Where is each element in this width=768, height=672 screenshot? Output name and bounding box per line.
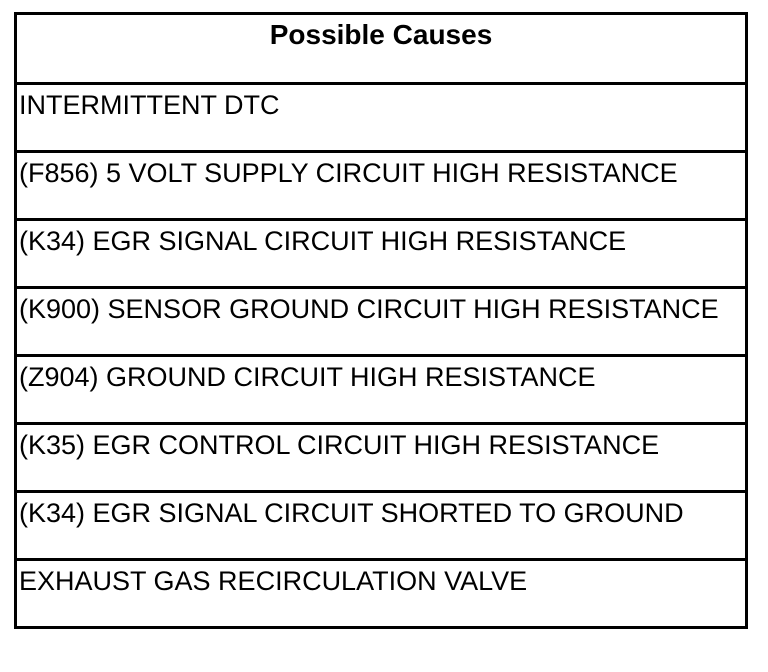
table-row: (K900) SENSOR GROUND CIRCUIT HIGH RESISTANCE bbox=[17, 286, 745, 354]
table-row: (K35) EGR CONTROL CIRCUIT HIGH RESISTANCE bbox=[17, 422, 745, 490]
table-header: Possible Causes bbox=[269, 19, 493, 50]
table-row: (F856) 5 VOLT SUPPLY CIRCUIT HIGH RESISTANCE bbox=[17, 150, 745, 218]
table-row: EXHAUST GAS RECIRCULATION VALVE bbox=[17, 558, 745, 626]
table-row: (Z904) GROUND CIRCUIT HIGH RESISTANCE bbox=[17, 354, 745, 422]
table-row: INTERMITTENT DTC bbox=[17, 82, 745, 150]
table-row: (K34) EGR SIGNAL CIRCUIT HIGH RESISTANCE bbox=[17, 218, 745, 286]
possible-causes-table bbox=[14, 12, 748, 629]
table-row: (K34) EGR SIGNAL CIRCUIT SHORTED TO GROUND bbox=[17, 490, 745, 558]
